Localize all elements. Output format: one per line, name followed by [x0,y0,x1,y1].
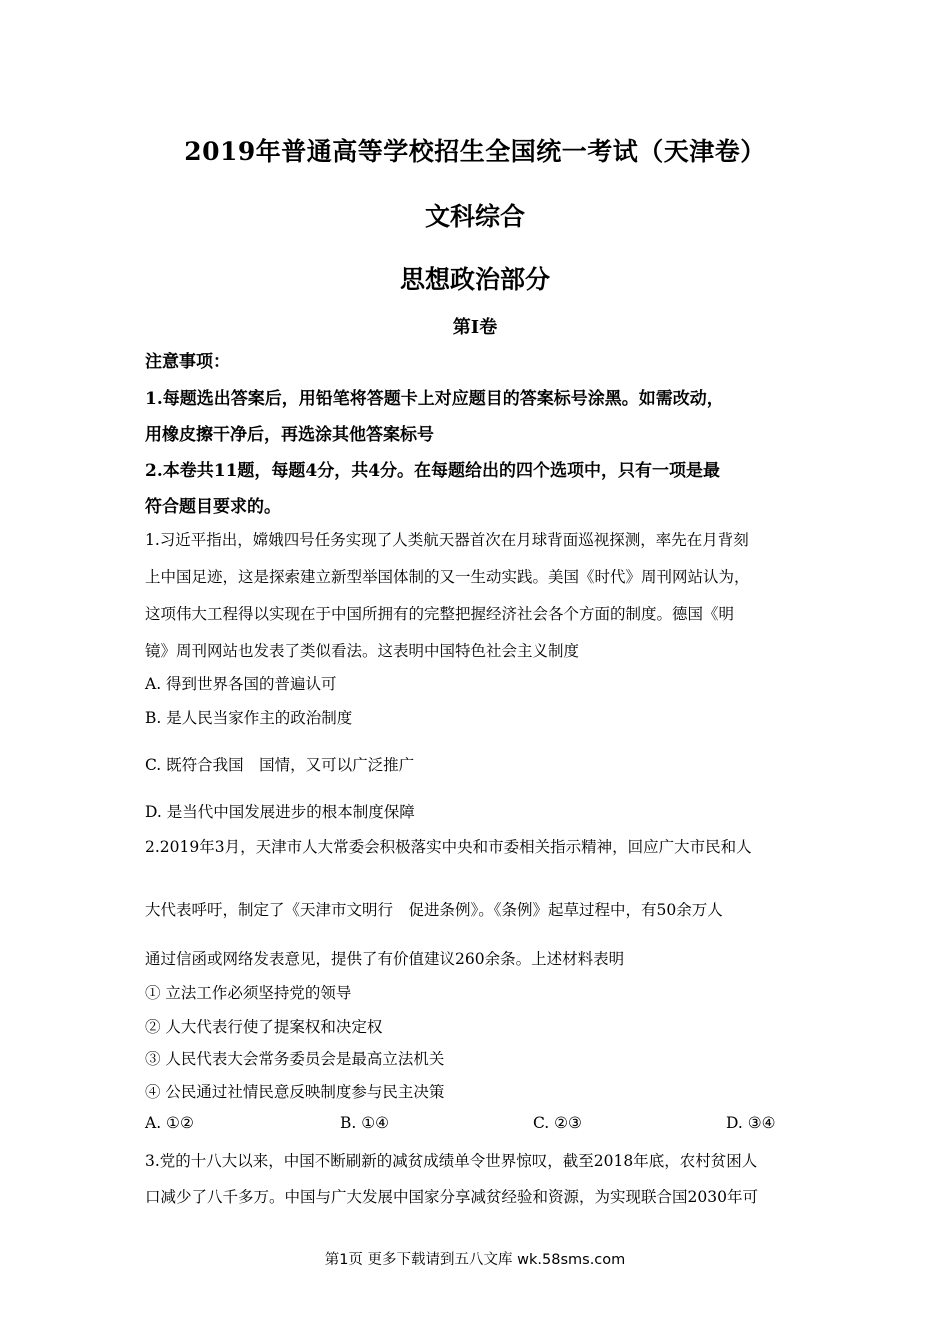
q2-choice-b: B. ①④ [340,1114,390,1132]
q1-option-d: D. 是当代中国发展进步的根本制度保障 [145,803,415,821]
q2-statement-4: ④ 公民通过社情民意反映制度参与民主决策 [145,1083,445,1101]
exam-subtitle: 文科综合 [424,202,525,231]
volume-label: 第Ⅰ卷 [452,317,498,338]
exam-part-title: 思想政治部分 [399,265,550,294]
q2-text-line: 2.2019年3月，天津市人大常委会积极落实中央和市委相关指示精神，回应广大市民和人 [145,838,752,856]
q3-text-line: 3.党的十八大以来，中国不断刷新的减贫成绩单令世界惊叹，截至2018年底，农村贫困人 [145,1152,758,1170]
q2-statement-1: ① 立法工作必须坚持党的领导 [145,984,352,1002]
q1-text-line: 1.习近平指出，嫦娥四号任务实现了人类航天器首次在月球背面巡视探测，率先在月背刻 [145,531,749,549]
q3-text-line: 口减少了八千多万。中国与广大发展中国家分享减贫经验和资源，为实现联合国2030年可 [145,1188,758,1206]
q2-text-line: 大代表呼吁，制定了《天津市文明行 促进条例》。《条例》起草过程中，有50余万人 [145,901,723,919]
exam-title: 2019年普通高等学校招生全国统一考试（天津卷） [184,137,766,166]
notice-item-1-line-1: 1.每题选出答案后，用铅笔将答题卡上对应题目的答案标号涂黑。如需改动， [145,389,724,409]
q1-text-line: 上中国足迹，这是探索建立新型举国体制的又一生动实践。美国《时代》周刊网站认为， [145,568,750,586]
q1-option-c: C. 既符合我国 国情，又可以广泛推广 [145,756,415,774]
notice-item-2-line-1: 2.本卷共11题，每题4分，共4分。在每题给出的四个选项中，只有一项是最 [145,461,721,481]
q1-option-b: B. 是人民当家作主的政治制度 [145,709,353,727]
q2-statement-3: ③ 人民代表大会常务委员会是最高立法机关 [145,1050,445,1068]
q2-choice-a: A. ①② [145,1114,194,1132]
notice-heading: 注意事项： [145,352,230,372]
q1-option-a: A. 得到世界各国的普遍认可 [145,675,337,693]
notice-item-2-line-2: 符合题目要求的。 [145,497,281,517]
page-footer: 第1页 更多下载请到五八文库 wk.58sms.com [324,1252,626,1268]
q2-choice-d: D. ③④ [726,1114,776,1132]
q2-choice-c: C. ②③ [533,1114,582,1132]
q1-text-line: 这项伟大工程得以实现在于中国所拥有的完整把握经济社会各个方面的制度。德国《明 [145,605,735,623]
q1-text-line: 镜》周刊网站也发表了类似看法。这表明中国特色社会主义制度 [145,642,580,660]
q2-text-line: 通过信函或网络发表意见，提供了有价值建议260余条。上述材料表明 [145,950,625,968]
q2-statement-2: ② 人大代表行使了提案权和决定权 [145,1018,383,1036]
notice-item-1-line-2: 用橡皮擦干净后，再选涂其他答案标号 [145,425,434,445]
